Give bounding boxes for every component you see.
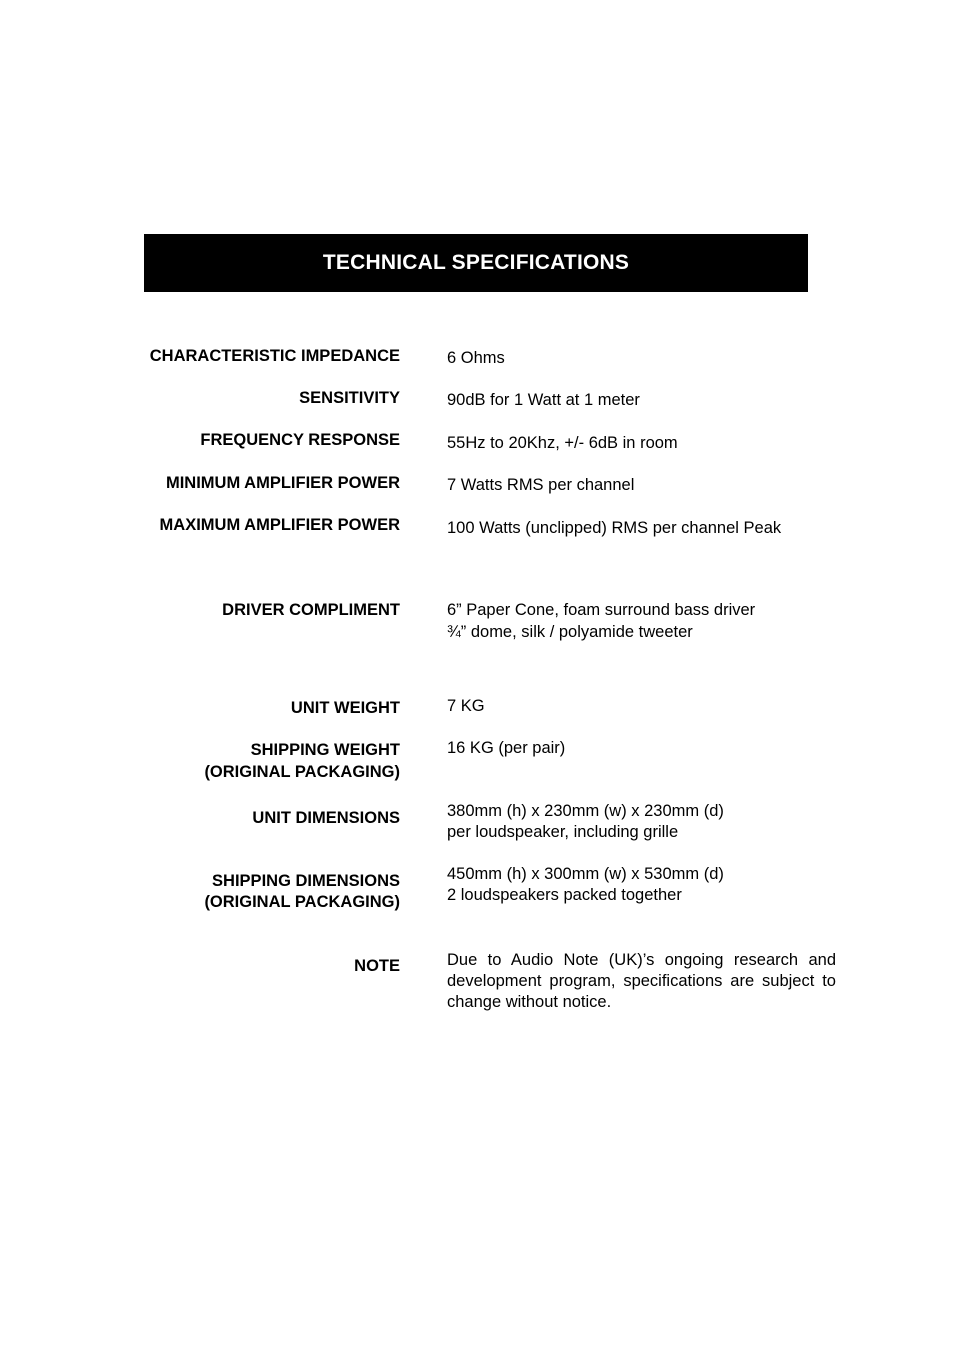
spec-value-shipping-dimensions-note: 2 loudspeakers packed together xyxy=(447,886,682,904)
spec-value-unit-dimensions: 380mm (h) x 230mm (w) x 230mm (d) xyxy=(447,802,724,820)
spec-value-min-power: 7 Watts RMS per channel xyxy=(447,476,635,494)
section-header-bar xyxy=(144,234,808,292)
spec-value-impedance: 6 Ohms xyxy=(447,349,505,367)
spec-value-frequency: 55Hz to 20Khz, +/- 6dB in room xyxy=(447,434,678,452)
spec-label-shipping-dimensions-packaging: (ORIGINAL PACKAGING) xyxy=(204,893,400,911)
spec-label-note: NOTE xyxy=(354,957,400,975)
spec-label-shipping-weight-packaging: (ORIGINAL PACKAGING) xyxy=(204,763,400,781)
spec-label-max-power: MAXIMUM AMPLIFIER POWER xyxy=(159,516,400,534)
spec-label-impedance: CHARACTERISTIC IMPEDANCE xyxy=(149,347,400,365)
spec-label-frequency: FREQUENCY RESPONSE xyxy=(200,431,400,449)
spec-value-max-power: 100 Watts (unclipped) RMS per channel Peak xyxy=(447,519,782,537)
spec-label-min-power: MINIMUM AMPLIFIER POWER xyxy=(165,474,400,492)
spec-label-unit-dimensions: UNIT DIMENSIONS xyxy=(252,809,400,827)
spec-value-note: Due to Audio Note (UK)’s ongoing research and development program, specifications are subject to change without notice. xyxy=(447,951,836,1011)
spec-label-shipping-dimensions: SHIPPING DIMENSIONS xyxy=(212,872,400,890)
spec-label-driver: DRIVER COMPLIMENT xyxy=(222,601,400,619)
spec-label-sensitivity: SENSITIVITY xyxy=(299,389,400,407)
spec-label-unit-weight: UNIT WEIGHT xyxy=(290,699,400,717)
spec-value-driver-bass: 6” Paper Cone, foam surround bass driver xyxy=(447,601,756,619)
spec-value-shipping-weight: 16 KG (per pair) xyxy=(447,739,566,757)
page-title: TECHNICAL SPECIFICATIONS xyxy=(322,251,630,274)
spec-label-shipping-weight: SHIPPING WEIGHT xyxy=(250,741,400,759)
spec-value-unit-weight: 7 KG xyxy=(447,697,485,715)
spec-value-shipping-dimensions: 450mm (h) x 300mm (w) x 530mm (d) xyxy=(447,865,724,883)
spec-value-sensitivity: 90dB for 1 Watt at 1 meter xyxy=(447,391,640,409)
spec-value-driver-tweeter: ¾” dome, silk / polyamide tweeter xyxy=(447,623,693,641)
spec-value-unit-dimensions-note: per loudspeaker, including grille xyxy=(447,823,679,841)
